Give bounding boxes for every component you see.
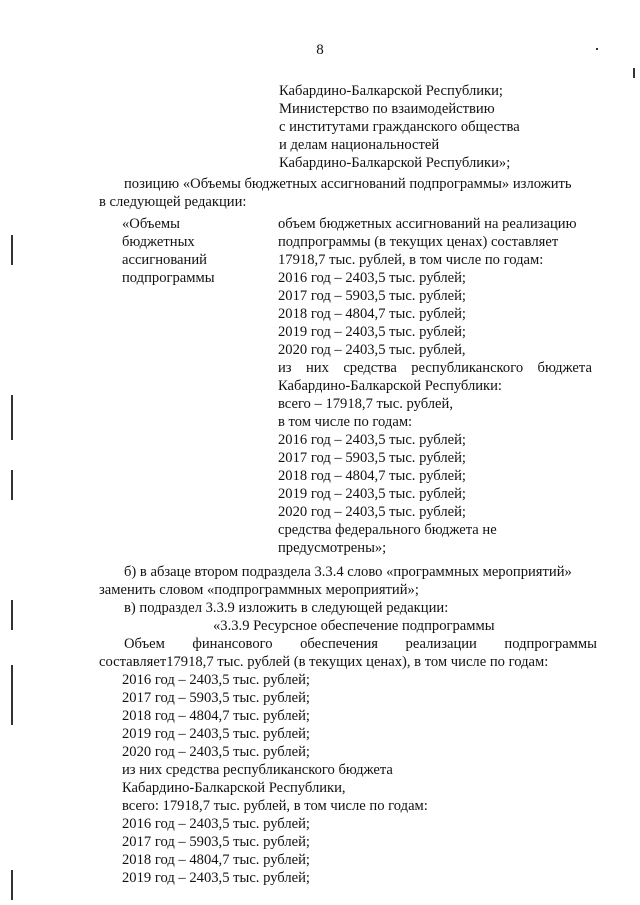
scan-mark: [633, 68, 635, 78]
intro-line-1: позицию «Объемы бюджетных ассигнований подпрограммы» изложить: [124, 176, 572, 192]
funding-line: 2018 год – 4804,7 тыс. рублей;: [122, 852, 310, 868]
word: средства: [343, 360, 397, 376]
table-right-line: 17918,7 тыс. рублей, в том числе по годам:: [278, 252, 544, 268]
table-right-line: [278, 359, 592, 377]
table-right-line: 2016 год – 2403,5 тыс. рублей;: [278, 432, 466, 448]
word: них: [305, 360, 329, 376]
funding-line-1: [124, 635, 597, 653]
header-line: Кабардино-Балкарской Республики;: [279, 83, 503, 99]
intro-line-2: в следующей редакции:: [99, 194, 247, 210]
funding-line: 2017 год – 5903,5 тыс. рублей;: [122, 834, 310, 850]
para-b-line-2: заменить словом «подпрограммных мероприятий»;: [99, 582, 419, 598]
table-right-line: 2019 год – 2403,5 тыс. рублей;: [278, 486, 466, 502]
funding-line: 2018 год – 4804,7 тыс. рублей;: [122, 708, 310, 724]
table-left-line: бюджетных: [122, 234, 195, 250]
scan-mark: [11, 395, 13, 440]
table-right-line: 2018 год – 4804,7 тыс. рублей;: [278, 468, 466, 484]
header-line: Кабардино-Балкарской Республики»;: [279, 155, 511, 171]
table-left-line: «Объемы: [122, 216, 180, 232]
scan-mark: [11, 235, 13, 265]
funding-line-2: составляет17918,7 тыс. рублей (в текущих ценах), в том числе по годам:: [99, 654, 549, 670]
table-left-line: ассигнований: [122, 252, 207, 268]
para-b-line-1: б) в абзаце втором подраздела 3.3.4 слово «программных мероприятий»: [124, 564, 572, 580]
table-right-line: подпрограммы (в текущих ценах) составляет: [278, 234, 559, 250]
table-left-line: подпрограммы: [122, 270, 215, 286]
scan-mark: [596, 48, 598, 50]
word: финансового: [192, 636, 273, 652]
table-right-line: средства федерального бюджета не: [278, 522, 497, 538]
table-right-line: Кабардино-Балкарской Республики:: [278, 378, 502, 394]
funding-line: из них средства республиканского бюджета: [122, 762, 393, 778]
table-right-line: 2019 год – 2403,5 тыс. рублей;: [278, 324, 466, 340]
word: обеспечения: [300, 636, 379, 652]
table-right-line: 2020 год – 2403,5 тыс. рублей;: [278, 504, 466, 520]
table-right-line: 2017 год – 5903,5 тыс. рублей;: [278, 288, 466, 304]
word: подпрограммы: [504, 636, 597, 652]
table-right-line: объем бюджетных ассигнований на реализацию: [278, 216, 577, 232]
scan-mark: [11, 600, 13, 630]
word: Объем: [124, 636, 165, 652]
table-right-line: предусмотрены»;: [278, 540, 387, 556]
word: реализации: [405, 636, 477, 652]
funding-line: 2020 год – 2403,5 тыс. рублей;: [122, 744, 310, 760]
word: из: [278, 360, 292, 376]
table-right-line: 2020 год – 2403,5 тыс. рублей,: [278, 342, 466, 358]
para-v: в) подраздел 3.3.9 изложить в следующей редакции:: [124, 600, 449, 616]
section-heading: «3.3.9 Ресурсное обеспечение подпрограммы: [213, 618, 495, 634]
scan-mark: [11, 870, 13, 900]
scan-mark: [11, 470, 13, 500]
page-number: 8: [316, 42, 324, 58]
word: бюджета: [537, 360, 592, 376]
header-line: с институтами гражданского общества: [279, 119, 520, 135]
table-right-line: 2018 год – 4804,7 тыс. рублей;: [278, 306, 466, 322]
scan-mark: [11, 665, 13, 725]
funding-line: 2019 год – 2403,5 тыс. рублей;: [122, 726, 310, 742]
table-right-line: 2016 год – 2403,5 тыс. рублей;: [278, 270, 466, 286]
funding-line: 2016 год – 2403,5 тыс. рублей;: [122, 816, 310, 832]
table-right-line: 2017 год – 5903,5 тыс. рублей;: [278, 450, 466, 466]
table-right-line: в том числе по годам:: [278, 414, 413, 430]
header-line: и делам национальностей: [279, 137, 440, 153]
funding-line: 2017 год – 5903,5 тыс. рублей;: [122, 690, 310, 706]
header-line: Министерство по взаимодействию: [279, 101, 495, 117]
word: республиканского: [411, 360, 524, 376]
funding-line: 2016 год – 2403,5 тыс. рублей;: [122, 672, 310, 688]
funding-line: Кабардино-Балкарской Республики,: [122, 780, 346, 796]
table-right-line: всего – 17918,7 тыс. рублей,: [278, 396, 453, 412]
funding-line: всего: 17918,7 тыс. рублей, в том числе по годам:: [122, 798, 428, 814]
funding-line: 2019 год – 2403,5 тыс. рублей;: [122, 870, 310, 886]
